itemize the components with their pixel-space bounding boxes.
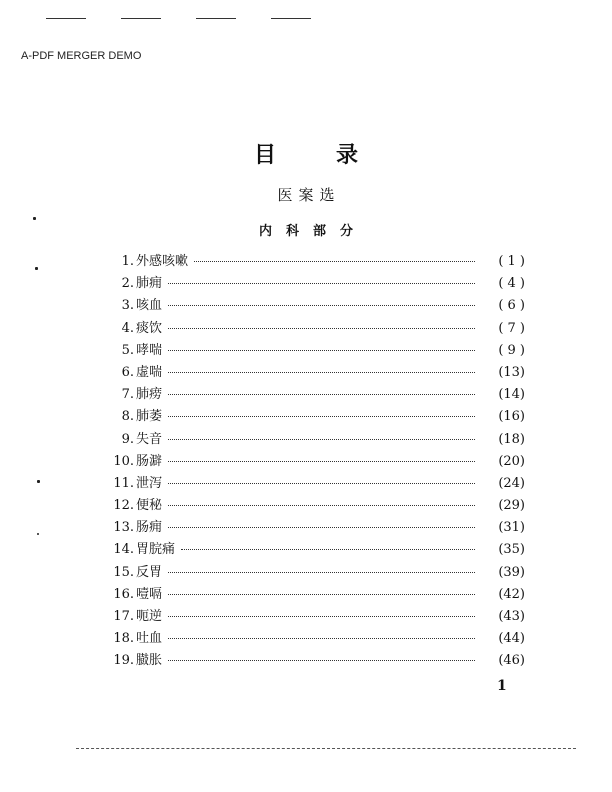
toc-entry: [100, 251, 525, 273]
toc-entry-number: 7.: [121, 387, 134, 403]
toc-entry: [100, 295, 525, 317]
toc-entry: [100, 495, 525, 517]
toc-entry-number: 15.: [113, 564, 134, 580]
toc-entry-page: ( 6 ): [498, 298, 525, 314]
toc-entry-number: 6.: [121, 364, 134, 380]
toc-leader-dots: [168, 372, 475, 373]
toc-entry-title: 反胃: [136, 564, 163, 580]
toc-entry: [100, 628, 525, 650]
toc-entry-page: ( 4 ): [498, 276, 525, 292]
toc-entry-page: (24): [498, 475, 525, 491]
toc-leader-dots: [181, 549, 475, 550]
toc-entry-title: 胃脘痛: [136, 542, 176, 558]
toc-entry-title: 失音: [136, 431, 163, 447]
toc-entry-number: 10.: [113, 453, 134, 469]
scan-speck: [37, 533, 39, 535]
toc-entry-title: 肺痈: [136, 276, 163, 292]
toc-entry-page: (16): [498, 409, 525, 425]
toc-entry-page: (42): [498, 586, 525, 602]
toc-entry-title: 吐血: [136, 631, 163, 647]
header-rule-3: [196, 18, 236, 19]
toc-entry-title: 肺痨: [136, 387, 163, 403]
toc-entry-number: 13.: [113, 520, 134, 536]
toc-entry-number: 9.: [121, 431, 134, 447]
toc-entry-title: 呃逆: [136, 609, 163, 624]
toc-entry-number: 18.: [113, 631, 134, 647]
toc-entry-number: 16.: [113, 586, 134, 602]
toc-entry-title: 虚喘: [136, 364, 163, 380]
toc-leader-dots: [168, 283, 475, 284]
toc-entry-title: 肠澼: [136, 453, 163, 469]
toc-entry-page: (13): [498, 364, 525, 380]
toc-entry-number: 11.: [113, 475, 134, 491]
toc-entry-number: 3.: [121, 298, 134, 314]
table-of-contents: [100, 251, 525, 673]
toc-entry-number: 17.: [113, 609, 134, 624]
toc-leader-dots: [168, 527, 475, 528]
toc-entry-title: 痰饮: [136, 320, 163, 336]
toc-entry: [100, 562, 525, 584]
toc-leader-dots: [168, 483, 475, 484]
toc-leader-dots: [168, 638, 475, 639]
toc-entry: [100, 429, 525, 451]
toc-entry-page: ( 9 ): [498, 342, 525, 358]
toc-entry: [100, 473, 525, 495]
toc-leader-dots: [168, 328, 475, 329]
toc-entry-title: 哮喘: [136, 342, 163, 358]
toc-entry: [100, 273, 525, 295]
toc-entry-title: 肺萎: [136, 409, 163, 425]
toc-entry-title: 便秘: [136, 498, 163, 514]
toc-entry: [100, 517, 525, 539]
toc-leader-dots: [194, 261, 475, 262]
page-title: 目录: [253, 142, 418, 168]
toc-entry: [100, 362, 525, 384]
toc-leader-dots: [168, 505, 475, 506]
toc-entry-number: 4.: [121, 320, 134, 336]
footer-rule: [76, 748, 576, 749]
toc-entry-number: 19.: [113, 653, 134, 669]
subtitle: 医案选: [277, 186, 341, 204]
toc-leader-dots: [168, 572, 475, 573]
toc-entry-page: (43): [498, 609, 525, 624]
toc-entry-number: 14.: [113, 542, 134, 558]
toc-entry: [100, 318, 525, 340]
toc-entry-number: 12.: [113, 498, 134, 514]
header-rule-4: [271, 18, 311, 19]
toc-entry-number: 8.: [121, 409, 134, 425]
toc-entry-page: (39): [498, 564, 525, 580]
toc-entry-page: (18): [498, 431, 525, 447]
toc-entry: [100, 451, 525, 473]
toc-entry-page: ( 7 ): [498, 320, 525, 336]
toc-leader-dots: [168, 305, 475, 306]
toc-entry-title: 噎嗝: [136, 586, 163, 602]
toc-entry: [100, 606, 525, 628]
header-rule-2: [121, 18, 161, 19]
toc-entry: [100, 650, 525, 672]
toc-leader-dots: [168, 616, 475, 617]
toc-entry-title: 咳血: [136, 298, 163, 314]
toc-entry: [100, 406, 525, 428]
toc-entry: [100, 584, 525, 606]
toc-leader-dots: [168, 594, 475, 595]
toc-entry-page: (44): [498, 631, 525, 647]
watermark: A-PDF MERGER DEMO: [21, 50, 142, 62]
toc-entry-title: 外感咳嗽: [136, 254, 189, 269]
scan-speck: [37, 480, 40, 483]
toc-entry-page: ( 1 ): [498, 254, 525, 269]
toc-entry-number: 5.: [121, 342, 134, 358]
toc-entry: [100, 384, 525, 406]
toc-entry-number: 2.: [121, 276, 134, 292]
toc-leader-dots: [168, 416, 475, 417]
toc-entry-page: (29): [498, 498, 525, 514]
toc-entry-page: (20): [498, 453, 525, 469]
toc-entry-title: 臌胀: [136, 653, 163, 669]
toc-leader-dots: [168, 461, 475, 462]
toc-leader-dots: [168, 660, 475, 661]
toc-entry: [100, 539, 525, 561]
section-heading: 内科部分: [258, 224, 367, 239]
toc-entry-page: (14): [498, 387, 525, 403]
toc-leader-dots: [168, 439, 475, 440]
toc-entry-number: 1.: [121, 254, 134, 269]
toc-entry-page: (35): [498, 542, 525, 558]
header-rule-1: [46, 18, 86, 19]
toc-leader-dots: [168, 394, 475, 395]
toc-entry-title: 肠痈: [136, 520, 163, 536]
toc-entry: [100, 340, 525, 362]
toc-entry-title: 泄泻: [136, 475, 163, 491]
toc-entry-page: (31): [498, 520, 525, 536]
page-number: 1: [497, 678, 507, 694]
toc-entry-page: (46): [498, 653, 525, 669]
scan-speck: [33, 217, 36, 220]
toc-leader-dots: [168, 350, 475, 351]
scan-speck: [35, 267, 38, 270]
